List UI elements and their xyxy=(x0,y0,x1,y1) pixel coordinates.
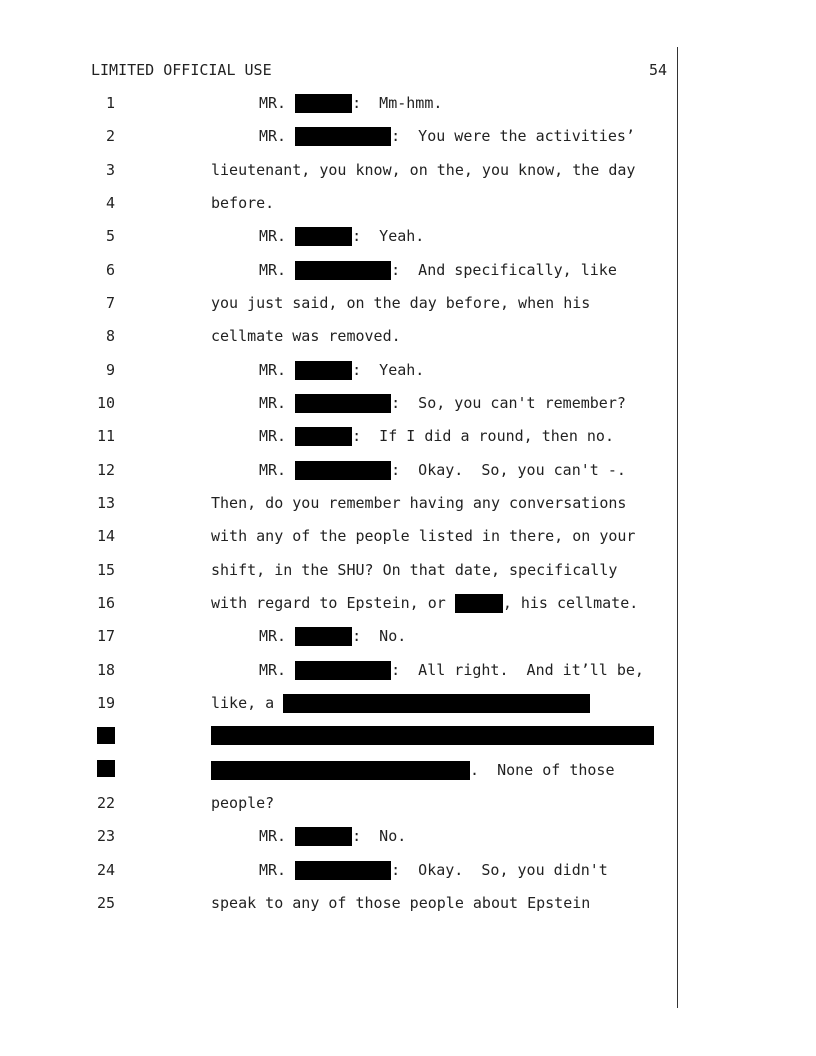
transcript-line xyxy=(0,492,816,514)
line-number: 14 xyxy=(96,527,115,545)
redaction-block xyxy=(455,594,503,613)
line-number: 4 xyxy=(105,194,115,212)
speaker-text: : No. xyxy=(352,827,407,845)
line-number: 16 xyxy=(96,594,115,612)
line-text xyxy=(259,625,406,647)
line-text xyxy=(259,125,635,147)
speaker-prefix: MR. xyxy=(259,361,287,379)
transcript-line xyxy=(0,592,816,614)
speaker-text: : Okay. So, you can't -. xyxy=(391,461,626,479)
line-text xyxy=(259,225,424,247)
transcript-line xyxy=(0,525,816,547)
speaker-prefix: MR. xyxy=(259,627,287,645)
line-number: 1 xyxy=(105,94,115,112)
transcript-line xyxy=(0,825,816,847)
line-number: 22 xyxy=(96,794,115,812)
speaker-text: : Mm-hmm. xyxy=(352,94,443,112)
line-text-end: , his cellmate. xyxy=(502,594,639,612)
speaker-prefix: MR. xyxy=(259,461,287,479)
redaction-block xyxy=(295,361,352,380)
redaction-block xyxy=(295,861,391,880)
speaker-text: : Yeah. xyxy=(352,361,425,379)
transcript-line xyxy=(0,859,816,881)
redaction-block xyxy=(295,227,352,246)
line-text: cellmate was removed. xyxy=(211,327,401,345)
line-text xyxy=(259,425,614,447)
line-number-redaction xyxy=(97,727,115,744)
line-number: 9 xyxy=(105,361,115,379)
speaker-prefix: MR. xyxy=(259,827,287,845)
line-text-end: . None of those xyxy=(470,761,615,779)
redaction-block xyxy=(211,726,654,745)
line-number: 13 xyxy=(96,494,115,512)
redaction-block xyxy=(295,127,391,146)
transcript-line xyxy=(0,792,816,814)
transcript-line xyxy=(0,425,816,447)
line-text: shift, in the SHU? On that date, specifically xyxy=(211,561,618,579)
transcript-line xyxy=(0,392,816,414)
transcript-line xyxy=(0,225,816,247)
line-text: people? xyxy=(211,794,275,812)
transcript-line xyxy=(0,726,816,748)
transcript-line xyxy=(0,892,816,914)
line-text xyxy=(259,459,626,481)
line-text xyxy=(211,592,638,614)
speaker-text: : All right. And it’ll be, xyxy=(391,661,644,679)
speaker-text: : No. xyxy=(352,627,407,645)
speaker-text: : And specifically, like xyxy=(391,261,617,279)
line-text xyxy=(211,759,615,781)
line-number-redaction xyxy=(97,760,115,777)
transcript-line xyxy=(0,325,816,347)
line-number: 24 xyxy=(96,861,115,879)
line-number: 15 xyxy=(96,561,115,579)
transcript-line xyxy=(0,292,816,314)
speaker-prefix: MR. xyxy=(259,661,287,679)
transcript-line xyxy=(0,192,816,214)
speaker-prefix: MR. xyxy=(259,394,287,412)
line-number: 11 xyxy=(96,427,115,445)
transcript-line xyxy=(0,625,816,647)
line-text xyxy=(259,92,442,114)
redaction-block xyxy=(295,261,391,280)
speaker-prefix: MR. xyxy=(259,94,287,112)
transcript-line xyxy=(0,559,816,581)
speaker-text: : Yeah. xyxy=(352,227,425,245)
speaker-prefix: MR. xyxy=(259,861,287,879)
line-text: with any of the people listed in there, on your xyxy=(211,527,636,545)
line-number: 2 xyxy=(105,127,115,145)
redaction-block xyxy=(295,827,352,846)
line-number: 19 xyxy=(96,694,115,712)
line-text: you just said, on the day before, when his xyxy=(211,294,591,312)
line-number: 3 xyxy=(105,161,115,179)
transcript-line xyxy=(0,259,816,281)
line-number: 25 xyxy=(96,894,115,912)
transcript-line xyxy=(0,159,816,181)
line-number: 12 xyxy=(96,461,115,479)
redaction-block xyxy=(295,427,352,446)
speaker-text: : If I did a round, then no. xyxy=(352,427,614,445)
line-text xyxy=(259,659,644,681)
redaction-block xyxy=(295,627,352,646)
redaction-block xyxy=(211,761,470,780)
line-text-start: with regard to Epstein, or xyxy=(211,594,446,612)
line-text xyxy=(211,726,654,745)
line-text xyxy=(259,259,617,281)
transcript-line xyxy=(0,92,816,114)
line-text xyxy=(259,359,424,381)
line-number: 6 xyxy=(105,261,115,279)
speaker-prefix: MR. xyxy=(259,227,287,245)
line-text-start: like, a xyxy=(211,694,275,712)
transcript-line xyxy=(0,759,816,781)
page-header-classification: LIMITED OFFICIAL USE xyxy=(91,61,272,79)
redaction-block xyxy=(295,461,391,480)
line-text xyxy=(259,859,608,881)
transcript-line xyxy=(0,359,816,381)
line-text: speak to any of those people about Epstein xyxy=(211,894,591,912)
line-text: lieutenant, you know, on the, you know, the day xyxy=(211,161,636,179)
line-number: 23 xyxy=(96,827,115,845)
line-text xyxy=(211,692,590,714)
transcript-line xyxy=(0,659,816,681)
speaker-prefix: MR. xyxy=(259,261,287,279)
line-text xyxy=(259,825,406,847)
redaction-block xyxy=(295,94,352,113)
redaction-block xyxy=(295,394,391,413)
line-number: 18 xyxy=(96,661,115,679)
line-text: Then, do you remember having any conversations xyxy=(211,494,627,512)
transcript-line xyxy=(0,459,816,481)
line-number: 8 xyxy=(105,327,115,345)
speaker-prefix: MR. xyxy=(259,127,287,145)
line-number: 5 xyxy=(105,227,115,245)
speaker-prefix: MR. xyxy=(259,427,287,445)
line-number: 10 xyxy=(96,394,115,412)
line-text: before. xyxy=(211,194,275,212)
transcript-line xyxy=(0,125,816,147)
speaker-text: : So, you can't remember? xyxy=(391,394,626,412)
line-number: 7 xyxy=(105,294,115,312)
redaction-block xyxy=(295,661,391,680)
page-number: 54 xyxy=(649,61,668,79)
speaker-text: : You were the activities’ xyxy=(391,127,635,145)
redaction-block xyxy=(283,694,590,713)
line-text xyxy=(259,392,626,414)
speaker-text: : Okay. So, you didn't xyxy=(391,861,608,879)
transcript-line xyxy=(0,692,816,714)
line-number: 17 xyxy=(96,627,115,645)
